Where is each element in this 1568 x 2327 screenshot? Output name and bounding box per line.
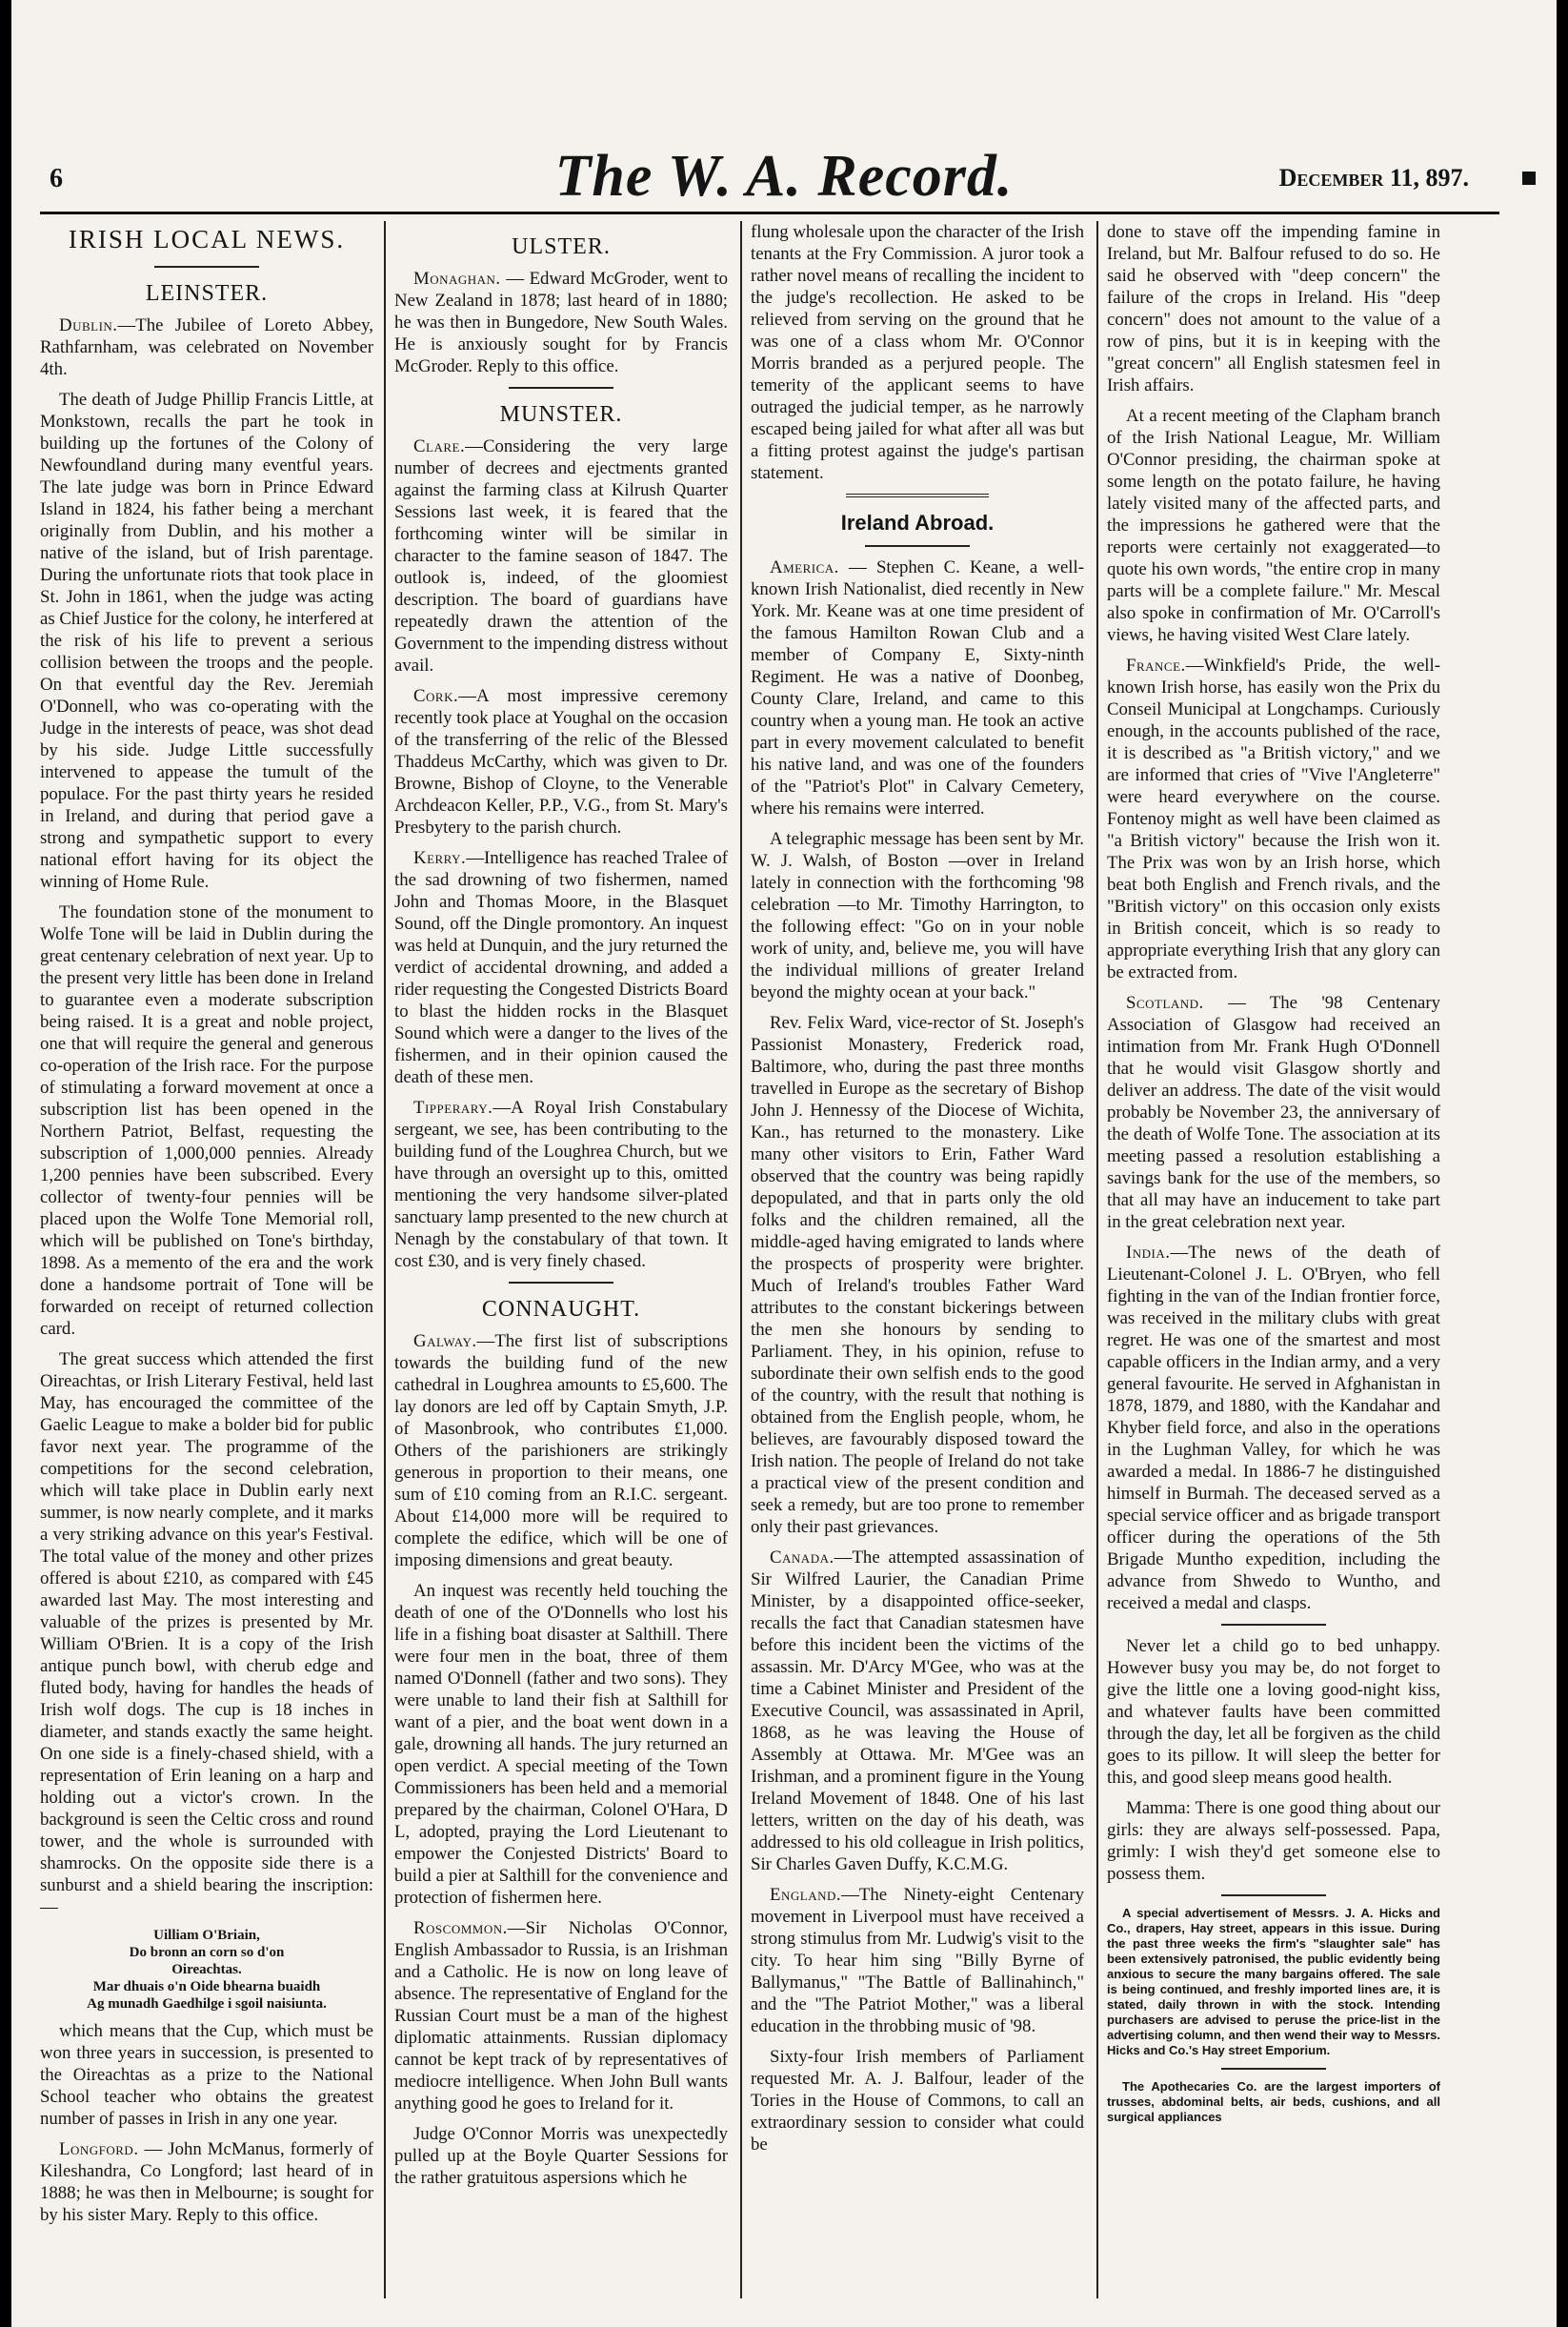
column-1 xyxy=(40,221,373,2298)
paragraph-text: —The attempted assassination of Sir Wilfred Laurier, the Canadian Prime Minister, by a disappointed office-seeker, recalls the fact that Canadian statesmen have before this incident been the victims of the assassin. Mr. D'Arcy M'Gee, who was at the time a Cabinet Minister and President of the Executive Council, was assassinated in April, 1868, as he was leaving the House of Assembly at Ottawa. Mr. M'Gee was an Irishman, and a prominent figure in the Young Ireland Movement of 1848. One of his last letters, written on the day of his death, was addressed to his old colleague in Irish politics, Sir Charles Gaven Duffy, K.C.M.G. xyxy=(751,1548,1084,1874)
paragraph-text: —Considering the very large number of decrees and ejectments granted against the farming class at Kilrush Quarter Sessions last week, it is feared that the forthcoming winter will be similar in character to the famine season of 1847. The outlook is, indeed, of the gloomiest description. The board of guardians have repeatedly drawn the attention of the Government to the impending distress without avail. xyxy=(394,436,728,676)
edge-mark xyxy=(1522,172,1536,185)
paragraph-text: —Intelligence has reached Tralee of the sad drowning of two fishermen, named John and Thomas Moore, in the Blasquet Sound, off the Dingle promontory. An inquest was held at Dunquin, and the jury returned the verdict of accidental drowning, and added a rider requesting the Congested Districts Board to blast the hidden rocks in the Blasquet Sound which were a danger to the lives of the fishermen, and in their opinion caused the death of these men. xyxy=(394,848,728,1087)
column-2 xyxy=(394,221,728,2298)
article-paragraph xyxy=(1107,1242,1440,1614)
paragraph-text: —A most impressive ceremony recently took place at Youghal on the occasion of the transferring of the relic of the Blessed Thaddeus McCarthy, which was given to Dr. Browne, Bishop of Cloyne, to the Venerable Archdeacon Keller, P.P., V.G., from St. Mary's Presbytery to the parish church. xyxy=(394,686,728,838)
section-heading-ireland-abroad: Ireland Abroad. xyxy=(840,511,995,535)
paragraph-text: —Winkfield's Pride, the well-known Irish horse, has easily won the Prix du Conseil Municipal at Longchamps. Curiously enough, in the accounts published of the race, it is described as "a British victory," and we are informed that cries of "Vive l'Angleterre" were heard everywhere on the course. Fontenoy might as well have been claimed as "a British victory" because the Irish won it. The Prix was won by an Irish horse, which beat both English and French rivals, and the "British victory" on this occasion only exists in British conceit, which is so ready to appropriate everything Irish that any glory can be extracted from. xyxy=(1107,656,1440,982)
article-paragraph xyxy=(1107,992,1440,1233)
place-lead: Roscommon. xyxy=(413,1918,508,1938)
place-lead: Scotland. xyxy=(1126,993,1204,1013)
divider xyxy=(154,266,259,268)
divider xyxy=(1221,1624,1326,1626)
place-lead: Canada. xyxy=(770,1548,834,1568)
province-heading-ulster: ULSTER. xyxy=(512,234,611,259)
article-paragraph: The death of Judge Phillip Francis Little, at Monkstown, recalls the part he took in building up the fortunes of the Colony of Newfoundland during many eventful years. The late judge was born in Prince Edward Island in 1824, his father being a merchant originally from Dublin, and his mother a native of the island, but of Irish parentage. During the unfortunate riots that took place in St. John in 1861, when the judge was acting as Chief Justice for the colony, he interfered at the risk of his life to prevent a serious collision between the troops and the people. On that eventful day the Rev. Jeremiah O'Donnell, who was co-operating with the Judge in the interests of peace, was shot dead by his side. Judge Little successfully intervened to appease the tumult of the populace. For the past thirty years he resided in Ireland, and during that period gave a strong and sympathetic support to every national effort having for its object the winning of Home Rule. xyxy=(40,390,373,892)
paragraph-text: — Edward McGroder, went to New Zealand in 1878; last heard of in 1880; he was then in Bungedore, New South Wales. He is anxiously sought for by Francis McGroder. Reply to this office. xyxy=(394,269,728,376)
place-lead: Galway. xyxy=(413,1331,477,1351)
place-lead: Dublin. xyxy=(59,315,118,335)
article-paragraph: An inquest was recently held touching the death of one of the O'Donnells who lost his life in a fishing boat disaster at Salthill. There were four men in the boat, three of them named O'Donnell (father and two sons). They were unable to land their fish at Salthill for want of a pier, and the boat went down in a gale, drowning all hands. The jury returned an open verdict. A special meeting of the Town Commissioners has been held and a memorial prepared by the chairman, Colonel O'Hara, D L, adopted, praying the Lord Lieutenant to empower the Conjested Districts' Board to build a pier at Salthill for the convenience and protection of fishermen here. xyxy=(394,1581,728,1908)
article-paragraph: The great success which attended the first Oireachtas, or Irish Literary Festival, held last May, has encouraged the committee of the Gaelic League to make a bolder bid for public favor next year. The programme of the competitions for the second celebration, which will take place in Dublin early next summer, is now nearly complete, and it marks a very striking advance on this year's Festival. The total value of the money and other prizes offered is about £210, as compared with £45 awarded last May. The most interesting and valuable of the prizes is presented by Mr. William O'Brien. It is a copy of the Irish antique punch bowl, with cherub edge and fluted body, having for handles the heads of Irish wolf dogs. The cup is 18 inches in diameter, and stands exactly the same height. On one side is a finely-chased shield, with a representation of Erin leaning on a harp and holding out a victor's crown. In the background is seen the Celtic cross and round tower, and the whole is surrounded with shamrocks. On the opposite side there is a sunburst and a shield bearing the inscription:— xyxy=(40,1349,373,1917)
place-lead: Tipperary. xyxy=(413,1098,493,1118)
place-lead: France. xyxy=(1126,656,1186,676)
divider xyxy=(1221,1894,1326,1896)
page-number: 6 xyxy=(50,164,63,193)
paragraph-text: —The Jubilee of Loreto Abbey, Rathfarnham, was celebrated on November 4th. xyxy=(40,315,373,379)
article-paragraph: Sixty-four Irish members of Parliament requested Mr. A. J. Balfour, leader of the Tories in the House of Commons, to call an extraordinary session to consider what could be xyxy=(751,2047,1084,2155)
article-paragraph: At a recent meeting of the Clapham branch of the Irish National League, Mr. William O'Connor presiding, the chairman spoke at some length on the potato failure, he having lately visited many of the affected parts, and the impressions he gathered were that the reports were certainly not exaggerated—to quote his own words, "the entire crop in many parts will be a complete failure." Mr. Mescal also spoke in confirmation of Mr. O'Carroll's views, he having visited West Clare lately. xyxy=(1107,406,1440,645)
article-paragraph xyxy=(751,556,1084,820)
advertisement-notice: A special advertisement of Messrs. J. A. Hicks and Co., drapers, Hay street, appears in this issue. During the past three weeks the firm's "slaughter sale" has been extensively patronised, the public evidently being anxious to secure the many bargains offered. The sale is being continued, and freshly imported lines are, it is stated, daily thrown in with the stock. Intending purchasers are advised to peruse the price-list in the advertising column, and then wend their way to Messrs. Hicks and Co.'s Hay street Emporium. xyxy=(1107,1906,1440,2057)
place-lead: India. xyxy=(1126,1243,1171,1263)
article-paragraph xyxy=(40,2138,373,2226)
place-lead: Cork. xyxy=(413,686,459,706)
article-paragraph: Judge O'Connor Morris was unexpectedly pulled up at the Boyle Quarter Sessions for the rather gratuitous aspersions which he xyxy=(394,2124,728,2188)
article-paragraph xyxy=(394,1917,728,2115)
article-paragraph xyxy=(394,435,728,677)
article-paragraph: Never let a child go to bed unhappy. However busy you may be, do not forget to give the little one a loving good-night kiss, and whatever faults have been committed through the day, let all be forgiven as the child goes to its pillow. It will sleep the better for this, and good sleep means good health. xyxy=(1107,1636,1440,1788)
place-lead: Kerry. xyxy=(413,848,467,868)
masthead xyxy=(11,143,1557,210)
province-heading-connaught: CONNAUGHT. xyxy=(481,1297,641,1322)
paragraph-text: —The first list of subscriptions towards the building fund of the new cathedral in Loughrea amounts to £5,600. The lay donors are led off by Captain Smyth, J.P. of Masonbrook, who contributes £1,000. Others of the parishioners are strikingly generous in proportion to their means, one sum of £10 coming from an R.I.C. sergeant. About £14,000 more will be required to complete the edifice, which will be one of imposing dimensions and great beauty. xyxy=(394,1331,728,1570)
article-paragraph xyxy=(1107,655,1440,983)
article-paragraph: A telegraphic message has been sent by Mr. W. J. Walsh, of Boston —over in Ireland lately in connection with the forthcoming '98 celebration —to Mr. Timothy Harrington, to the following effect: "Go on in your noble work of unity, and, believe me, you will have the individual millions of greater Ireland beyond the mighty ocean at your back." xyxy=(751,829,1084,1002)
newspaper-title: The W. A. Record. xyxy=(554,144,1014,209)
article-paragraph xyxy=(394,1097,728,1272)
province-heading-leinster: LEINSTER. xyxy=(145,281,269,306)
paragraph-text: —Sir Nicholas O'Connor, English Ambassador to Russia, is an Irishman and a Catholic. He is now on long leave of absence. The representative of England for the Russian Court must be a man of the highest diplomatic attainments. Russian diplomacy cannot be kept track of by representatives of mediocre intelligence. When John Bull wants anything good he goes to Ireland for it. xyxy=(394,1918,728,2114)
column-4 xyxy=(1107,221,1440,2298)
article-paragraph xyxy=(40,314,373,380)
article-paragraph: The foundation stone of the monument to Wolfe Tone will be laid in Dublin during the great centenary celebration of next year. Up to the present very little has been done in Ireland to guarantee even a moderate subscription being raised. It is a great and noble project, one that will require the general and generous co-operation of the Irish race. For the purpose of stimulating a forward movement at once a subscription list has been opened in the Northern Patriot, Belfast, requesting the subscription of 1,000,000 pennies. Already 1,200 pennies have been subscribed. Every collector of twenty-four pennies will be placed upon the Wolfe Tone Memorial roll, which will be published on Tone's birthday, 1898. As a memento of the era and the work done a handsome portrait of Tone will be forwarded on receipt of returned collection card. xyxy=(40,902,373,1339)
column-rule xyxy=(384,221,386,2298)
inscription-line: Uilliam O'Briain, xyxy=(153,1928,260,1943)
paragraph-text: —The Ninety-eight Centenary movement in Liverpool must have received a strong stimulus from Mr. Ludwig's visit to the city. To hear him sing "Billy Byrne of Ballymanus," "The Battle of Ballinahinch," and the "The Patriot Mother," was a liberal education in the throbbing music of '98. xyxy=(751,1885,1084,2036)
article-paragraph xyxy=(751,1884,1084,2037)
advertisement-notice: The Apothecaries Co. are the largest importers of trusses, abdominal belts, air beds, cushions, and all surgical appliances xyxy=(1107,2079,1440,2124)
inscription-line: Oireachtas. xyxy=(171,1962,242,1977)
article-paragraph: flung wholesale upon the character of the Irish tenants at the Fry Commission. A juror took a rather novel means of recalling the incident to the judge's recollection. He asked to be relieved from serving on the ground that he was one of a class whom Mr. O'Connor Morris branded as a perjured people. The temerity of the applicant seems to have outraged the judicial temper, as he narrowly escaped being jailed for what after all was but a fitting protest against the judge's partisan statement. xyxy=(751,222,1084,483)
article-paragraph: Mamma: There is one good thing about our girls: they are always self-possessed. Papa, grimly: I wish they'd get someone else to possess them. xyxy=(1107,1798,1440,1884)
paragraph-text: — The '98 Centenary Association of Glasgow had received an intimation from Mr. Frank Hugh O'Donnell that he would visit Glasgow shortly and deliver an address. The date of the visit would probably be November 23, the anniversary of the death of Wolfe Tone. The association at its meeting passed a resolution establishing a savings bank for the use of the members, so that all may have an inducement to take part in the great celebration next year. xyxy=(1107,993,1440,1232)
article-paragraph: Rev. Felix Ward, vice-rector of St. Joseph's Passionist Monastery, Frederick road, Baltimore, who, during the past three months travelled in Europe as the secretary of Bishop John J. Hennessy of the Diocese of Wichita, Kan., has returned to the monastery. Like many other visitors to Erin, Father Ward observed that the country was being rapidly depopulated, and that in parts only the old folks and the children remained, all the middle-aged having emigrated to lands where the prospects of prosperity were brighter. Much of Ireland's troubles Father Ward attributes to the constant bickerings between the men she honours by sending to Parliament. They, in his opinion, refuse to subordinate their own selfish ends to the good of the country, with the result that nothing is obtained from the English people, whom, he believes, are favourably disposed toward the Irish nation. The people of Ireland do not take a practical view of the present condition and seek a remedy, but are too prone to remember only their past grievances. xyxy=(751,1013,1084,1537)
divider xyxy=(846,494,989,497)
newspaper-page xyxy=(11,0,1557,2327)
column-rule xyxy=(1096,221,1098,2298)
paragraph-text: — Stephen C. Keane, a well-known Irish Nationalist, died recently in New York. Mr. Keane was at one time president of the famous Hamilton Rowan Club and a member of Company E, Sixty-ninth Regiment. He was a native of Doonbeg, County Clare, Ireland, and came to this country when a young man. He took an active part in every movement calculated to benefit his native land, and was one of the founders of the "Patriot's Plot" in Calvary Cemetery, where his remains were interred. xyxy=(751,557,1084,819)
article-paragraph xyxy=(394,1330,728,1571)
column-3 xyxy=(751,221,1084,2298)
article-paragraph: which means that the Cup, which must be won three years in succession, is presented to the Oireachtas as a prize to the National School teacher who obtains the greatest number of passes in Irish in any one year. xyxy=(40,2021,373,2129)
place-lead: England. xyxy=(770,1885,842,1905)
irish-inscription xyxy=(40,1927,373,2013)
divider xyxy=(509,387,613,389)
province-heading-munster: MUNSTER. xyxy=(499,402,623,427)
issue-date: December 11, 897. xyxy=(1278,164,1469,192)
section-heading-irish-local-news: IRISH LOCAL NEWS. xyxy=(68,225,346,253)
divider xyxy=(509,1282,613,1284)
place-lead: Longford. xyxy=(59,2139,139,2159)
place-lead: America. xyxy=(770,557,839,577)
column-rule xyxy=(740,221,742,2298)
article-paragraph: done to stave off the impending famine in Ireland, but Mr. Balfour refused to do so. He said he observed with "deep concern" the failure of the crops in Ireland. His "deep concern" does not amount to the value of a row of pins, but it is in keeping with the "great concern" all English statesmen feel in Irish affairs. xyxy=(1107,222,1440,395)
masthead-rule xyxy=(40,212,1499,214)
article-paragraph xyxy=(394,268,728,377)
inscription-line: Do bronn an corn so d'on xyxy=(129,1945,285,1960)
paragraph-text: —A Royal Irish Constabulary sergeant, we see, has been contributing to the building fund of the Loughrea Church, but we have through an oversight up to this, omitted mentioning the very handsome silver-plated sanctuary lamp presented to the new church at Nenagh by the constabulary of that town. It cost £30, and is very finely chased. xyxy=(394,1098,728,1271)
divider xyxy=(865,545,970,547)
article-paragraph xyxy=(394,847,728,1088)
paragraph-text: —The news of the death of Lieutenant-Colonel J. L. O'Bryen, who fell fighting in the van of the Indian frontier force, was received in the military clubs with great regret. He was one of the smartest and most capable officers in the Indian army, and a very general favourite. He served in Afghanistan in 1878, 1879, and 1880, with the Kandahar and Khyber field force, and also in the operations in the Lughman Valley, for which he was awarded a medal. In 1886-7 he distinguished himself in Burmah. The deceased served as a special service officer and as brigade transport officer during the operations of the 5th Brigade Muntho expedition, including the advance from Shwedo to Wuntho, and received a medal and clasps. xyxy=(1107,1243,1440,1613)
article-paragraph xyxy=(751,1547,1084,1875)
inscription-line: Ag munadh Gaedhilge i sgoil naisiunta. xyxy=(87,1996,327,2012)
inscription-line: Mar dhuais o'n Oide bhearna buaidh xyxy=(92,1979,321,1994)
article-paragraph xyxy=(394,685,728,839)
divider xyxy=(1221,2068,1326,2070)
paragraph-text: — John McManus, formerly of Kileshandra, Co Longford; last heard of in 1888; he was then in Melbourne; is sought for by his sister Mary. Reply to this office. xyxy=(40,2139,373,2225)
place-lead: Monaghan. xyxy=(413,269,501,289)
place-lead: Clare. xyxy=(413,436,466,456)
